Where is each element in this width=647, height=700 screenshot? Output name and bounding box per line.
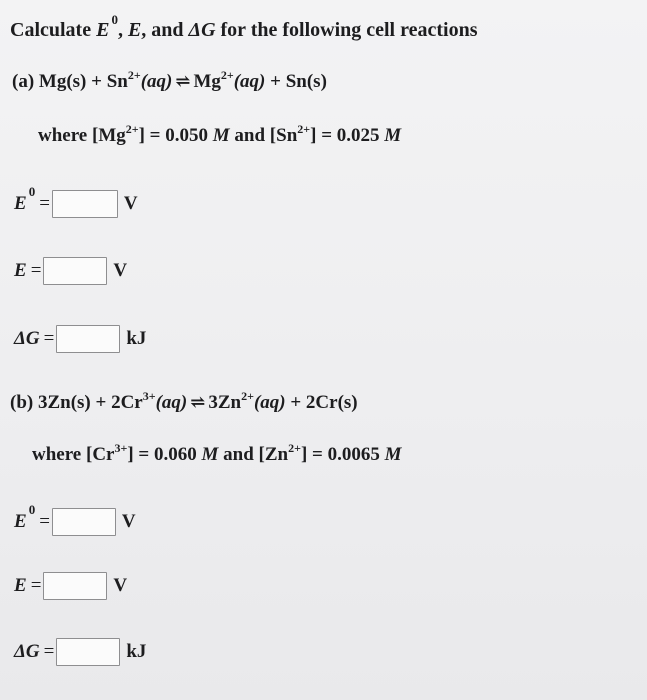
- charge: 2+: [297, 122, 311, 136]
- equals-sign: =: [39, 193, 50, 214]
- part-b-e-row: [14, 572, 127, 600]
- part-a-reaction: [12, 68, 327, 92]
- title-e: E: [127, 19, 142, 41]
- part-a-dg-input[interactable]: [56, 325, 120, 353]
- unit-label: kJ: [126, 641, 147, 662]
- part-b-conditions: [32, 441, 402, 465]
- where-mid: ] = 0.050: [138, 125, 213, 146]
- title-prefix: Calculate: [10, 19, 97, 41]
- equals-sign: =: [43, 641, 55, 662]
- aq: (aq): [253, 392, 286, 413]
- title-comma: ,: [117, 19, 128, 41]
- where-mid: ] = 0.060: [127, 444, 202, 465]
- title-dg: ΔG: [188, 19, 216, 41]
- molar-unit: M: [201, 444, 219, 465]
- zn-ion: 3Zn: [208, 392, 242, 413]
- where-end: ] = 0.025: [310, 125, 385, 146]
- title-suffix: for the following cell reactions: [215, 19, 478, 41]
- part-a-dg-row: [14, 325, 146, 353]
- part-a-e-input[interactable]: [43, 257, 107, 285]
- charge: 2+: [288, 441, 301, 455]
- e-label: E: [14, 575, 27, 596]
- mg-charge: 2+: [220, 68, 234, 82]
- equilibrium-arrow-icon: ⇌: [175, 71, 191, 91]
- std-mark: 0: [28, 184, 36, 199]
- mg-ion: Mg: [193, 71, 221, 92]
- equals-sign: =: [39, 511, 50, 532]
- zn-charge: 2+: [241, 389, 254, 403]
- where-text: where [Mg: [38, 125, 126, 146]
- sn-charge: 2+: [127, 68, 141, 82]
- part-b-e-input[interactable]: [43, 572, 107, 600]
- e-label: E: [14, 260, 27, 281]
- std-mark: 0: [28, 502, 36, 517]
- question-title: [10, 12, 478, 41]
- part-b-reaction: [10, 389, 358, 413]
- molar-unit: M: [384, 125, 402, 146]
- aq: (aq): [155, 392, 188, 413]
- unit-label: V: [121, 511, 136, 532]
- e-std-label: E: [14, 511, 27, 532]
- part-b-label: (b) 3Zn(s) + 2Cr: [10, 392, 143, 413]
- part-b-dg-row: [14, 638, 146, 666]
- dg-label: ΔG: [14, 641, 40, 662]
- unit-label: kJ: [126, 328, 147, 349]
- cr-charge: 3+: [142, 389, 156, 403]
- part-a-e-row: [14, 257, 127, 285]
- equals-sign: =: [30, 575, 42, 596]
- unit-label: V: [123, 193, 138, 214]
- e-std-label: E: [14, 193, 27, 214]
- part-a-conditions: [38, 122, 402, 146]
- unit-label: V: [113, 575, 128, 596]
- equals-sign: =: [30, 260, 42, 281]
- unit-label: V: [113, 260, 128, 281]
- dg-label: ΔG: [14, 328, 40, 349]
- where-text: where [Cr: [32, 444, 115, 465]
- where-and: and [Sn: [229, 125, 298, 146]
- aq: (aq): [140, 71, 173, 92]
- part-a-e-std-input[interactable]: [52, 190, 118, 218]
- title-and: , and: [141, 19, 189, 41]
- part-b-dg-input[interactable]: [56, 638, 120, 666]
- where-end: ] = 0.0065: [300, 444, 385, 465]
- part-a-label: (a) Mg(s) + Sn: [12, 71, 128, 92]
- charge: 2+: [125, 122, 139, 136]
- part-b-tail: + 2Cr(s): [285, 392, 358, 413]
- title-std-mark: 0: [111, 12, 118, 27]
- part-b-e-std-row: [14, 502, 136, 536]
- where-and: and [Zn: [218, 444, 289, 465]
- part-a-e-std-row: [14, 184, 138, 218]
- equilibrium-arrow-icon: ⇌: [190, 392, 206, 412]
- part-a-tail: + Sn(s): [265, 71, 327, 92]
- molar-unit: M: [212, 125, 230, 146]
- aq: (aq): [233, 71, 266, 92]
- part-b-e-std-input[interactable]: [52, 508, 116, 536]
- molar-unit: M: [384, 444, 402, 465]
- title-e-std: E: [96, 19, 110, 41]
- equals-sign: =: [43, 328, 55, 349]
- charge: 3+: [114, 441, 128, 455]
